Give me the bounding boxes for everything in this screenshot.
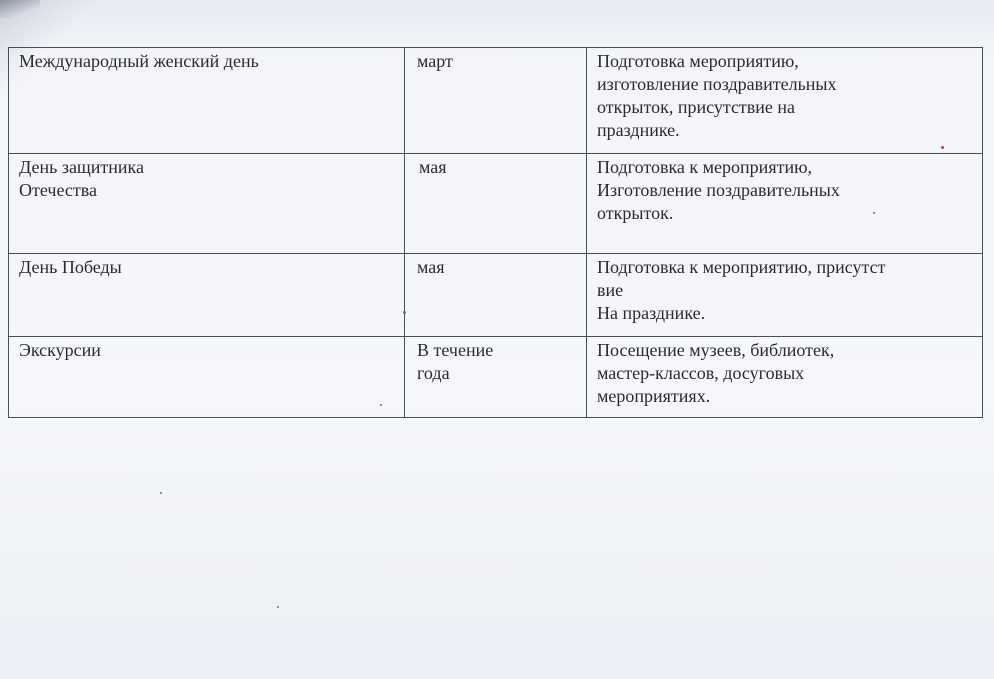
month-cell: мая	[405, 254, 587, 337]
month-cell: мая	[405, 154, 587, 254]
event-cell: День Победы	[9, 254, 405, 337]
scan-dot	[403, 311, 406, 314]
table-row	[9, 48, 983, 154]
table-row	[9, 254, 983, 337]
event-cell: День защитника Отечества	[9, 154, 405, 254]
scan-corner-shadow	[0, 0, 40, 18]
event-cell: Экскурсии	[9, 337, 405, 418]
month-cell: В течение года	[405, 337, 587, 418]
scan-dot	[380, 404, 382, 406]
scan-speck	[941, 146, 944, 149]
activity-cell: Подготовка мероприятию, изготовление поздравительных открыток, присутствие на празднике.	[587, 48, 983, 154]
scan-speck	[873, 212, 875, 214]
activity-cell: Подготовка к мероприятию, присутст вие На празднике.	[587, 254, 983, 337]
month-cell: март	[405, 48, 587, 154]
scan-dot	[277, 606, 279, 608]
table-row	[9, 337, 983, 418]
events-table	[8, 47, 983, 418]
table-row	[9, 154, 983, 254]
event-cell: Международный женский день	[9, 48, 405, 154]
activity-cell: Посещение музеев, библиотек, мастер-классов, досуговых мероприятиях.	[587, 337, 983, 418]
activity-cell: Подготовка к мероприятию, Изготовление поздравительных открыток.	[587, 154, 983, 254]
scan-dot	[160, 492, 162, 494]
